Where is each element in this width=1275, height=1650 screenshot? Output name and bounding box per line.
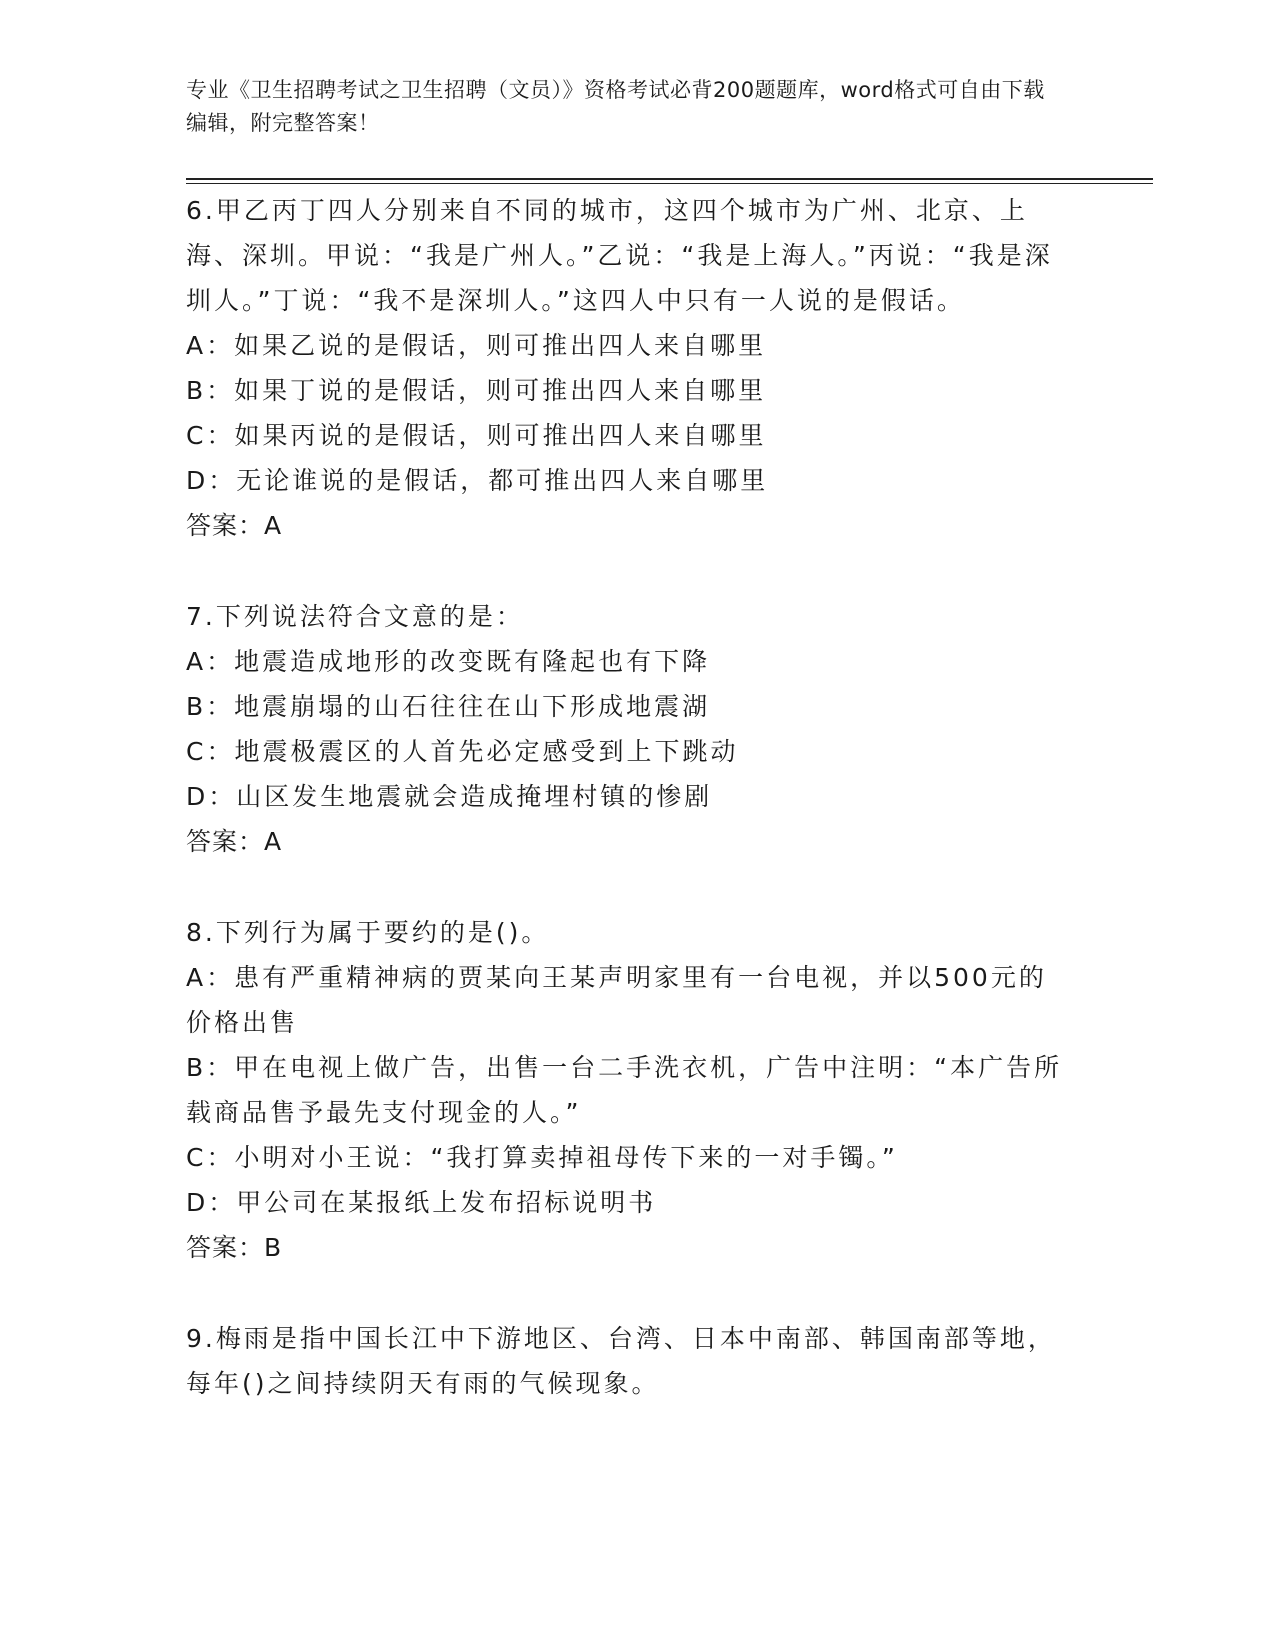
option-d: D：甲公司在某报纸上发布招标说明书 xyxy=(186,1188,657,1217)
question-8 xyxy=(186,910,1066,1270)
option-a: A：如果乙说的是假话，则可推出四人来自哪里 xyxy=(186,331,767,360)
answer-line: 答案：B xyxy=(186,1233,283,1262)
question-9 xyxy=(186,1316,1066,1406)
option-d: D：山区发生地震就会造成掩埋村镇的惨剧 xyxy=(186,782,713,811)
option-a: A：地震造成地形的改变既有隆起也有下降 xyxy=(186,647,711,676)
option-d: D：无论谁说的是假话，都可推出四人来自哪里 xyxy=(186,466,769,495)
option-c: C：地震极震区的人首先必定感受到上下跳动 xyxy=(186,737,739,766)
document-header: 专业《卫生招聘考试之卫生招聘（文员）》资格考试必背200题题库，word格式可自由下载编辑，附完整答案！ xyxy=(186,78,1045,135)
option-c: C：小明对小王说：“我打算卖掉祖母传下来的一对手镯。” xyxy=(186,1143,898,1172)
option-a: A：患有严重精神病的贾某向王某声明家里有一台电视，并以500元的价格出售 xyxy=(186,963,1047,1037)
answer-line: 答案：A xyxy=(186,511,283,540)
question-6 xyxy=(186,188,1066,548)
header-rule-thin xyxy=(186,183,1153,184)
question-stem: 8.下列行为属于要约的是()。 xyxy=(186,918,550,947)
option-c: C：如果丙说的是假话，则可推出四人来自哪里 xyxy=(186,421,767,450)
question-stem: 7.下列说法符合文意的是： xyxy=(186,602,524,631)
question-list xyxy=(186,188,1066,1452)
question-stem: 9.梅雨是指中国长江中下游地区、台湾、日本中南部、韩国南部等地，每年()之间持续阴天有雨的气候现象。 xyxy=(186,1324,1056,1398)
question-stem: 6.甲乙丙丁四人分别来自不同的城市，这四个城市为广州、北京、上海、深圳。甲说：“我是广州人。”乙说：“我是上海人。”丙说：“我是深圳人。”丁说：“我不是深圳人。”这四人中只有一人说的是假话。 xyxy=(186,196,1053,315)
answer-line: 答案：A xyxy=(186,827,283,856)
option-b: B：地震崩塌的山石往往在山下形成地震湖 xyxy=(186,692,711,721)
question-7 xyxy=(186,594,1066,864)
header-rule-thick xyxy=(186,178,1153,180)
option-b: B：甲在电视上做广告，出售一台二手洗衣机，广告中注明：“本广告所载商品售予最先支付现金的人。” xyxy=(186,1053,1063,1127)
option-b: B：如果丁说的是假话，则可推出四人来自哪里 xyxy=(186,376,767,405)
